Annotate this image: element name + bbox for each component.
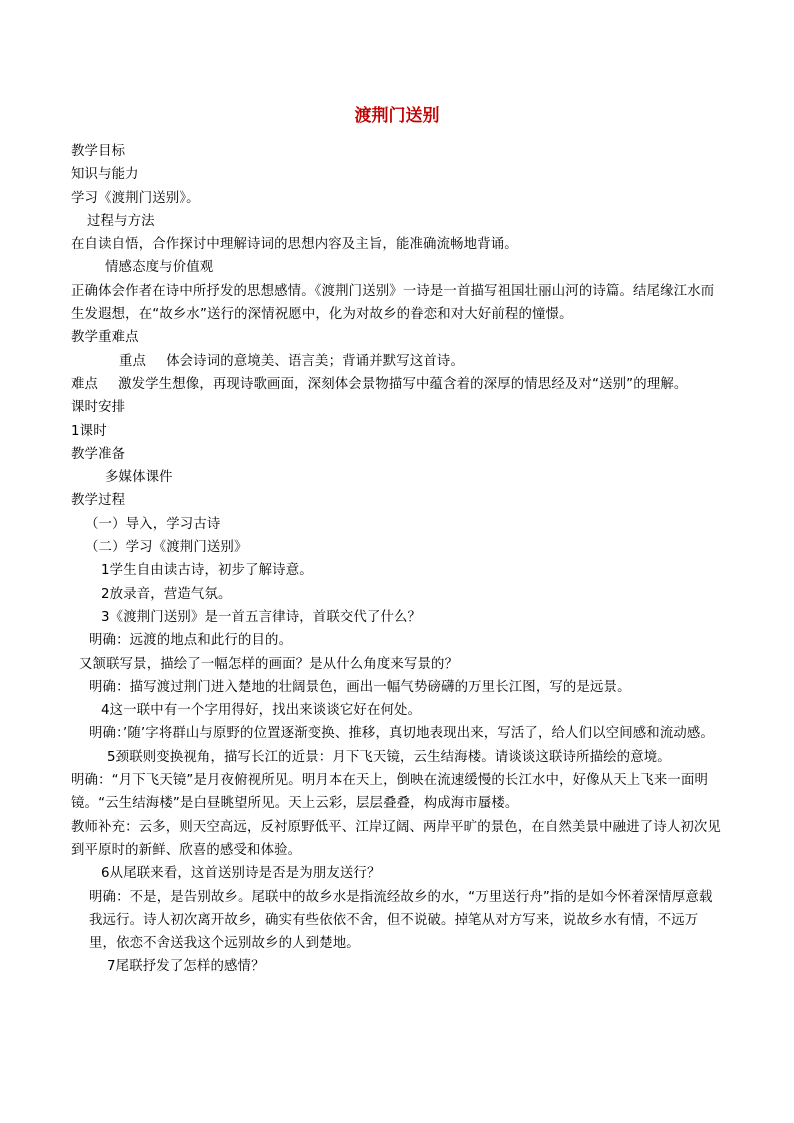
heading-teaching-goals: 教学目标	[71, 144, 126, 159]
difficult-point-text: 激发学生想像，再现诗歌画面，深刻体会景物描写中蕴含着的深厚的情思经及对“送别”的理解。	[118, 376, 688, 392]
document-title: 渡荆门送别	[354, 106, 440, 126]
teacher-supplement: 教师补充：云多，则天空高远，反衬原野低平、江岸辽阔、两岸平旷的景色，在自然美景中融进了诗人初次见到平原时的新鲜、欣喜的感受和体验。	[71, 819, 721, 858]
step-6: 6从尾联来看，这首送别诗是否是为朋友送行？	[101, 866, 381, 882]
heading-preparation: 教学准备	[71, 446, 126, 462]
heading-process: 教学过程	[71, 493, 126, 509]
difficult-point-label: 难点	[71, 376, 99, 392]
answer-3: 明确：远渡的地点和此行的目的。	[89, 633, 293, 649]
answer-hanlian: 明确：描写渡过荆门进入楚地的壮阔景色，画出一幅气势磅礴的万里长江图，写的是远景。	[89, 679, 631, 695]
answer-6: 明确：不是，是告别故乡。尾联中的故乡水是指流经故乡的水，“万里送行舟”指的是如今怀着深情厚意载我远行。诗人初次离开故乡，确实有些依依不舍，但不说破。掉笔从对方写来，说故乡水有情，不远万里，依恋不舍送我这个远别故乡的人到楚地。	[89, 889, 713, 952]
heading-emotion-values: 情感态度与价值观	[105, 260, 214, 276]
answer-5: 明确：“月下飞天镜”是月夜俯视所见。明月本在天上，倒映在流速缓慢的长江水中，好像从天上飞来一面明镜。“云生结海楼”是白昼眺望所见。天上云彩，层层叠叠，构成海市蜃楼。	[71, 773, 709, 812]
difficult-point-line	[71, 373, 723, 396]
preparation-value: 多媒体课件	[105, 470, 173, 486]
step-7: 7尾联抒发了怎样的感情？	[107, 959, 265, 975]
step-1: 1学生自由读古诗，初步了解诗意。	[101, 563, 313, 579]
section-two: （二）学习《渡荆门送别》	[85, 540, 248, 556]
paragraph-emotion: 正确体会作者在诗中所抒发的思想感情。《渡荆门送别》一诗是一首描写祖国壮丽山河的诗篇。结尾缘江水而生发遐想，在“故乡水”送行的深情祝愿中，化为对故乡的眷恋和对大好前程的憧憬。	[71, 283, 715, 323]
key-point-label: 重点	[119, 353, 147, 369]
paragraph-study: 学习《渡荆门送别》。	[71, 190, 200, 206]
key-point-text: 体会诗词的意境美、语言美；背诵并默写这首诗。	[166, 353, 464, 369]
heading-schedule: 课时安排	[71, 400, 126, 416]
section-one: （一）导入，学习古诗	[85, 516, 221, 532]
heading-key-difficult: 教学重难点	[71, 330, 139, 346]
paragraph-process: 在自读自悟，合作探讨中理解诗词的思想内容及主旨，能准确流畅地背诵。	[71, 237, 518, 253]
schedule-value: 1课时	[71, 423, 107, 439]
answer-4: 明确：’随’字将群山与原野的位置逐渐变换、推移，真切地表现出来，写活了，给人们以空间感和流动感。	[89, 726, 714, 742]
question-hanlian: 又颔联写景，描绘了一幅怎样的画面？是从什么角度来写景的？	[79, 656, 459, 672]
heading-process-method: 过程与方法	[87, 213, 155, 229]
heading-knowledge-ability: 知识与能力	[71, 167, 139, 183]
step-5: 5颈联则变换视角，描写长江的近景：月下飞天镜，云生结海楼。请谈谈这联诗所描绘的意境。	[107, 749, 671, 765]
document-body	[71, 140, 723, 979]
key-point-line	[71, 350, 723, 373]
step-3: 3《渡荆门送别》是一首五言律诗，首联交代了什么？	[101, 609, 422, 625]
step-2: 2放录音，营造气氛。	[101, 586, 232, 602]
step-4: 4这一联中有一个字用得好，找出来谈谈它好在何处。	[101, 703, 422, 719]
